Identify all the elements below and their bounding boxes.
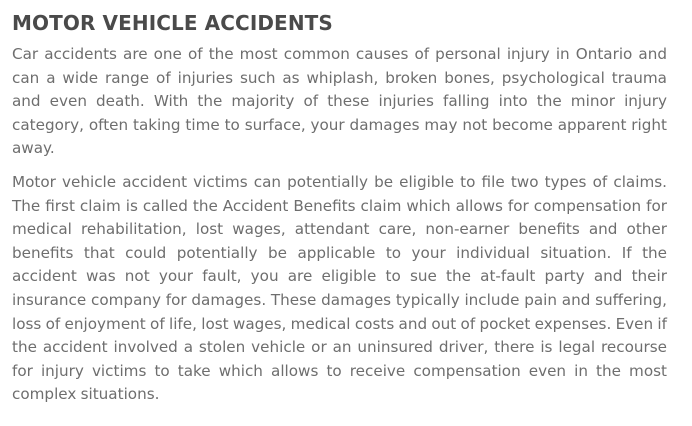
- article: [12, 9, 667, 407]
- article-paragraph-intro: Car accidents are one of the most common causes of personal injury in Ontario and can a wide range of injuries such as whiplash, broken bones, psychological trauma and even death. With the majority of these injuries falling into the minor injury category, often taking time to surface, your damages may not become apparent right away.: [12, 45, 667, 158]
- article-paragraph-claims: Motor vehicle accident victims can potentially be eligible to file two types of claims. The first claim is called the Accident Benefits claim which allows for compensation for medical rehabilitation, lost wages, attendant care, non-earner benefits and other benefits that could potentially be applicable to your individual situation. If the accident was not your fault, you are eligible to sue the at-fault party and their insurance company for damages. These damages typically include pain and suffering, loss of enjoyment of life, lost wages, medical costs and out of pocket expenses. Even if the accident involved a stolen vehicle or an uninsured driver, there is legal recourse for injury victims to take which allows to receive compensation even in the most complex situations.: [12, 172, 667, 404]
- article-title: MOTOR VEHICLE ACCIDENTS: [12, 11, 333, 35]
